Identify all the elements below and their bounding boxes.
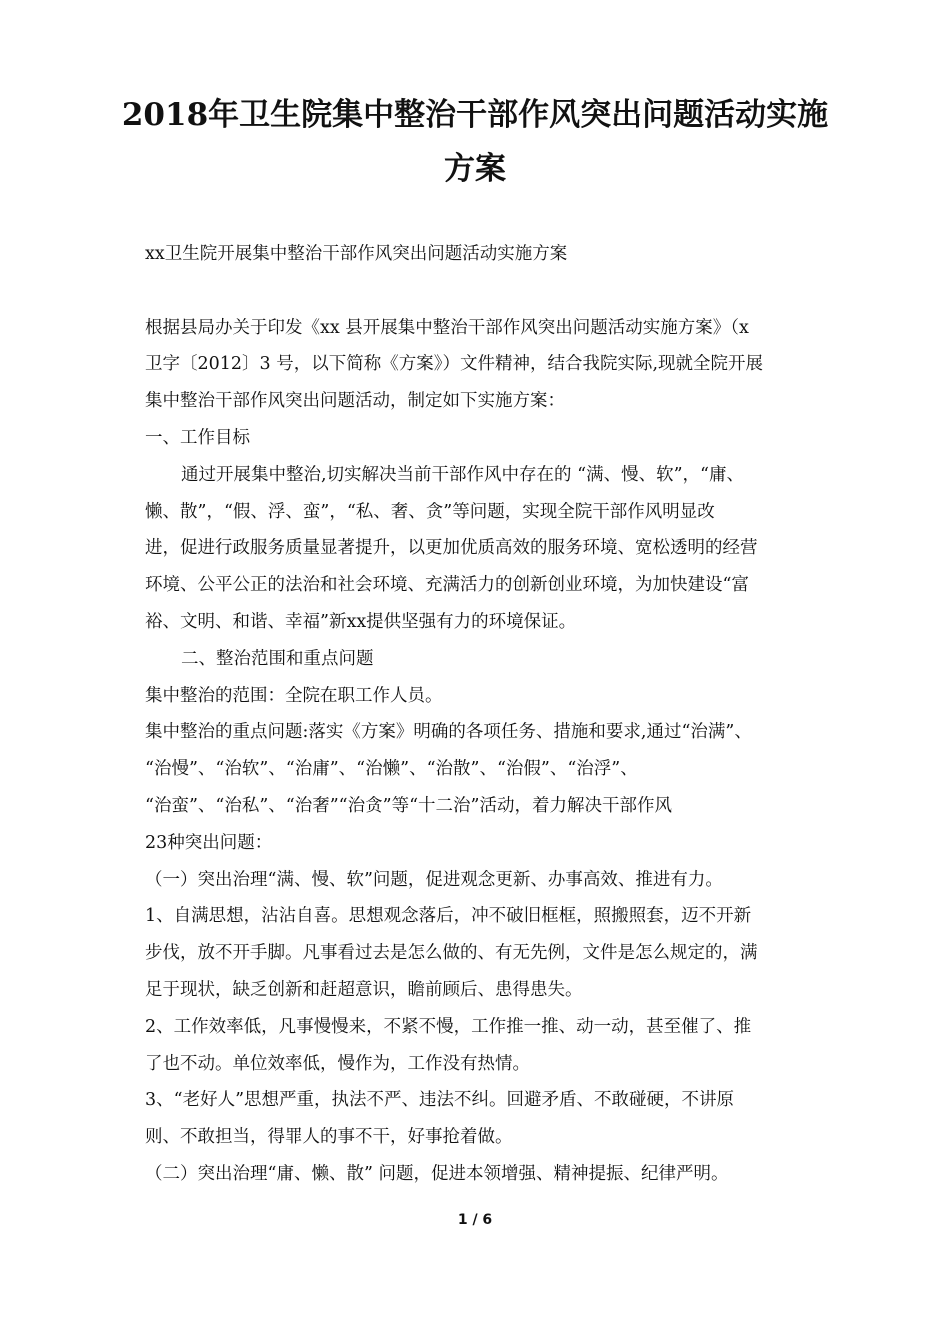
list-item-line: 步伐，放不开手脚。凡事看过去是怎么做的、有无先例，文件是怎么规定的，满 <box>145 943 758 964</box>
paragraph-line: 环境、公平公正的法治和社会环境、充满活力的创新创业环境，为加快建设“富 <box>145 575 749 596</box>
paragraph-line: 裕、文明、和谐、幸福”新xx提供坚强有力的环境保证。 <box>145 611 577 632</box>
paragraph-line: 通过开展集中整治,切实解决当前干部作风中存在的 “满、慢、软”，“庸、 <box>181 464 744 485</box>
paragraph-line: “治慢”、“治软”、“治庸”、“治懒”、“治散”、“治假”、“治浮”、 <box>145 759 638 780</box>
subtitle-line: xx卫生院开展集中整治干部作风突出问题活动实施方案 <box>145 244 568 264</box>
paragraph-line: 懒、散”，“假、浮、蛮”，“私、奢、贪”等问题，实现全院干部作风明显改 <box>145 501 715 522</box>
document-title <box>120 88 830 196</box>
paragraph-line: 集中整治的重点问题:落实《方案》明确的各项任务、措施和要求,通过“治满”、 <box>145 722 752 743</box>
page-number: 1 / 6 <box>457 1212 493 1228</box>
section-heading: 一、工作目标 <box>145 427 250 448</box>
list-item-line: 足于现状，缺乏创新和赶超意识，瞻前顾后、患得患失。 <box>145 979 583 1000</box>
title-line-2: 方案 <box>444 151 506 187</box>
document-body <box>145 236 813 1193</box>
list-item-line: 3、“老好人”思想严重，执法不严、违法不纠。回避矛盾、不敢碰硬，不讲原 <box>145 1090 735 1111</box>
subsection-heading: （二）突出治理“庸、懒、散” 问题，促进本领增强、精神提振、纪律严明。 <box>145 1163 729 1184</box>
paragraph-line: 集中整治的范围：全院在职工作人员。 <box>145 685 443 706</box>
paragraph-line: 23种突出问题： <box>145 832 273 853</box>
list-item-line: 2、工作效率低，凡事慢慢来，不紧不慢，工作推一推、动一动，甚至催了、推 <box>145 1016 752 1037</box>
paragraph-line: 根据县局办关于印发《xx 县开展集中整治干部作风突出问题活动实施方案》（x <box>145 317 749 338</box>
subsection-heading: （一）突出治理“满、慢、软”问题，促进观念更新、办事高效、推进有力。 <box>145 869 723 890</box>
list-item-line: 则、不敢担当，得罪人的事不干，好事抢着做。 <box>145 1127 513 1148</box>
title-line-1: 2018年卫生院集中整治干部作风突出问题活动实施 <box>121 97 829 133</box>
list-item-line: 1、自满思想，沾沾自喜。思想观念落后，冲不破旧框框，照搬照套，迈不开新 <box>145 906 752 927</box>
paragraph-line: “治蛮”、“治私”、“治奢”“治贪”等“十二治”活动，着力解决干部作风 <box>145 795 672 816</box>
paragraph-line: 集中整治干部作风突出问题活动，制定如下实施方案： <box>145 391 565 412</box>
section-heading: 二、整治范围和重点问题 <box>181 648 374 669</box>
list-item-line: 了也不动。单位效率低，慢作为，工作没有热情。 <box>145 1053 530 1074</box>
paragraph-line: 卫字〔2012〕3 号，以下简称《方案》）文件精神，结合我院实际,现就全院开展 <box>145 354 764 375</box>
paragraph-line: 进，促进行政服务质量显著提升，以更加优质高效的服务环境、宽松透明的经营 <box>145 538 758 559</box>
